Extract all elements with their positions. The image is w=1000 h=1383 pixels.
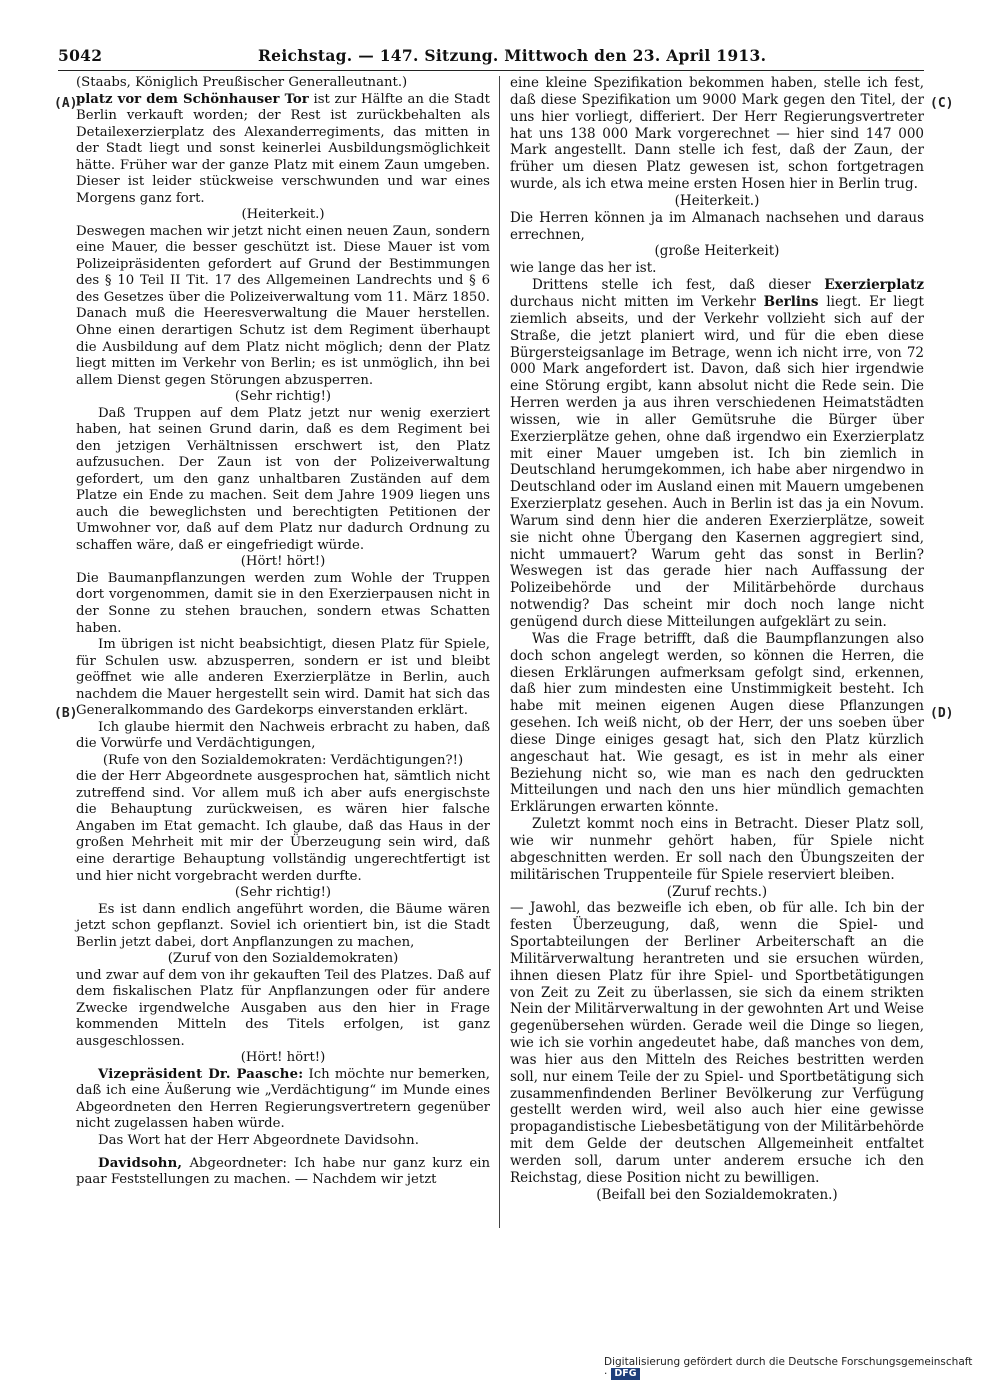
paragraph-text: Ich möchte nur bemerken, daß ich eine Äußerung wie „Verdächtigung“ im Munde eines Abgeordneten den Herren Regierungsvertretern gegenüber nicht zugelassen haben würde.	[76, 1066, 490, 1132]
speaker-note: (Staabs, Königlich Preußischer Generalleutnant.)	[76, 75, 408, 90]
interjection: (große Heiterkeit)	[654, 243, 780, 260]
paragraph-text: liegt. Er liegt ziemlich abseits, und der Verkehr vollzieht sich auf der Straße, die jetzt planiert wird, und für die eben diese Bürgersteigsanlage im Betrage, wenn ich nicht irre, von 72 000 Mark angefordert ist. Davon, daß sich hier irgendwie eine Störung ergibt, kann absolut nicht die Rede sein. Die Herren werden ja aus ihren verschiedenen Heimatstädten wissen, wie in aller Gemütsruhe die Bürger über Exerzierplätze gehen, ohne daß irgendwo ein Exerzierplatz mit einer Mauer umgeben ist. Ich bin ziemlich in Deutschland herumgekommen, ich habe aber nirgendwo in Deutschland oder im Ausland einen mit Mauern umgebenen Exerzierplatz gesehen. Auch in Berlin ist das ja ein Novum. Warum sind denn hier die anderen Exerzierplätze, soweit sie nicht ohne Übergang den Kasernen aggregiert sind, nicht ummauert? Warum geht das sonst in Berlin? Weswegen ist das gerade hier nach Auffassung der Polizeibehörde und der Militärbehörde durchaus notwendig? Das scheint mir doch noch lange nicht genügend durch diese Mitteilungen aufgeklärt zu sein.	[510, 293, 924, 630]
margin-mark-b: (B)	[54, 706, 78, 721]
paragraph: Was die Frage betrifft, daß die Baumpflanzungen also doch schon angelegt werden, so können die Herren, die diesen Erklärungen aufmerksam gefolgt sind, erkennen, daß hier zum mindesten eine Unstimmigkeit besteht. Ich habe mit meinen eigenen Augen diese Pflanzungen gesehen. Ich weiß nicht, ob der Herr, der uns soeben über diese Dinge einiges gesagt hat, sich den Platz kürzlich angeschaut hat. Wie gesagt, es ist in mehr als einer Beziehung nicht so, wie man es nach den gedruckten Mitteilungen und nach den uns hier mündlich gemachten Erklärungen erwarten könnte.	[510, 630, 924, 816]
paragraph: Das Wort hat der Herr Abgeordnete Davidsohn.	[98, 1133, 419, 1148]
paragraph-text: Drittens stelle ich fest, daß dieser	[532, 277, 825, 294]
right-column	[510, 75, 924, 1204]
paragraph	[76, 1156, 490, 1189]
margin-mark-c: (C)	[930, 96, 954, 111]
margin-mark-d: (D)	[930, 706, 954, 721]
dfg-logo: DFG	[611, 1368, 639, 1380]
left-column	[76, 75, 490, 1189]
interjection: (Beifall bei den Sozialdemokraten.)	[596, 1186, 838, 1203]
paragraph: und zwar auf dem von ihr gekauften Teil des Platzes. Daß auf dem fiskalischen Platz für Anpflanzungen oder für andere Zwecke irgendwelche Ausgaben aus den hier in Frage kommenden Mitteln des Titels erfolgen, ist ganz ausgeschlossen.	[76, 967, 490, 1049]
column-divider	[499, 76, 500, 1228]
interjection: (Sehr richtig!)	[234, 885, 332, 901]
paragraph: Daß Truppen auf dem Platz jetzt nur wenig exerziert haben, hat seinen Grund darin, daß es dem Regiment bei den jetzigen Verhältnissen erschwert ist, den Platz aufzusuchen. Der Zaun ist von der Polizeiverwaltung gefordert, um den ganz unhaltbaren Zuständen auf dem Platze ein Ende zu machen. Seit dem Jahre 1909 liegen uns auch die beweglichsten und berechtigten Petitionen der Umwohner vor, daß auf dem Platz nur dadurch Ordnung zu schaffen wäre, daß er eingefriedigt würde.	[76, 405, 490, 553]
interjection: (Zuruf rechts.)	[666, 883, 768, 900]
speaker-name: Vizepräsident Dr. Paasche:	[98, 1066, 304, 1082]
paragraph: Die Baumanpflanzungen werden zum Wohle der Truppen dort vorgenommen, damit sie in den Exerzierpausen nicht in der Sonne zu stehen brauchen, sondern etwas Schatten haben.	[76, 570, 490, 636]
interjection: (Rufe von den Sozialdemokraten: Verdächtigungen?!)	[102, 752, 464, 768]
emphasis: Berlins	[763, 293, 819, 310]
paragraph: Zuletzt kommt noch eins in Betracht. Dieser Platz soll, wie wir nunmehr gehört haben, für Spiele nicht abgeschnitten werden. Er soll nach den Übungszeiten der militärischen Truppenteile für Spiele reserviert bleiben.	[510, 816, 924, 883]
paragraph	[76, 1067, 490, 1133]
paragraph-text: durchaus nicht mitten im Verkehr	[510, 293, 764, 310]
speaker-name: Davidsohn,	[98, 1155, 183, 1171]
page-number: 5042	[58, 46, 103, 65]
interjection: (Heiterkeit.)	[674, 192, 760, 209]
footer-text: Digitalisierung gefördert durch die Deutsche Forschungsgemeinschaft ·	[604, 1356, 973, 1380]
interjection: (Hört! hört!)	[240, 1050, 326, 1066]
page-header	[58, 44, 924, 70]
header-rule	[58, 70, 924, 71]
interjection: (Sehr richtig!)	[234, 389, 332, 405]
paragraph: wie lange das her ist.	[510, 260, 657, 277]
paragraph	[76, 92, 490, 208]
paragraph: eine kleine Spezifikation bekommen haben, stelle ich fest, daß diese Spezifikation um 9000 Mark gegen den Titel, der uns hier vorliegt, differiert. Der Herr Regierungsvertreter hat uns 138 000 Mark vorgerechnet — hier sind 147 000 Mark angestellt. Dann stelle ich fest, daß der Zaun, der früher um diesen Platz gewesen ist, schon fortgetragen wurde, als ich etwa meine ersten Hosen hier in Berlin trug.	[510, 75, 924, 193]
interjection: (Heiterkeit.)	[241, 207, 325, 223]
paragraph: Die Herren können ja im Almanach nachsehen und daraus errechnen,	[510, 209, 924, 243]
paragraph-text: Abgeordneter: Ich habe nur ganz kurz ein paar Feststellungen zu machen. — Nachdem wir jetzt	[76, 1155, 490, 1188]
paragraph: Es ist dann endlich angeführt worden, die Bäume wären jetzt schon gepflanzt. Soviel ich orientiert bin, ist die Stadt Berlin jetzt dabei, dort Anpflanzungen zu machen,	[76, 901, 490, 950]
paragraph: die der Herr Abgeordnete ausgesprochen hat, sämtlich nicht zutreffend sind. Vor allem muß ich aber aufs energischste die Behauptung zurückweisen, es wären hier falsche Angaben im Etat gemacht. Ich glaube, daß das Haus in der großen Mehrheit mit mir der Überzeugung sein wird, daß eine derartige Behauptung vollständig ungerechtfertigt ist und hier nicht vorgebracht werden durfte.	[76, 769, 490, 884]
emphasis: platz vor dem Schönhauser Tor	[76, 91, 309, 107]
digitization-footer	[604, 1356, 976, 1380]
margin-mark-a: (A)	[54, 96, 78, 111]
paragraph: — Jawohl, das bezweifle ich eben, ob für alle. Ich bin der festen Überzeugung, daß, wenn die Spiel- und Sportabteilungen der Berliner Arbeiterschaft an die Militärverwaltung herantreten und sie ersuchen würden, ihnen diesen Platz für ihre Spiel- und Sportbetätigungen von Zeit zu Zeit zu überlassen, sie sich da einem strikten Nein der Militärverwaltung in der gewohnten Art und Weise gegenübersehen würden. Gerade weil die Dinge so liegen, wie ich sie vorhin angedeutet habe, daß manches von dem, was hier aus den Mitteln des Reiches bestritten werden soll, nur einem Teile der zu Spiel- und Sportbetätigung sich zusammenfindenden Berliner Bevölkerung zur Verfügung gestellt werden wird, weil also auch hier eine gewisse propagandistische Liebesbetätigung von der Militärbehörde mit dem Gelde der deutschen Allgemeinheit entfaltet werden soll, darum unter anderem ersuche ich den Reichstag, diese Position nicht zu bewilligen.	[510, 900, 924, 1186]
paragraph	[510, 277, 924, 631]
interjection: (Zuruf von den Sozialdemokraten)	[167, 951, 399, 967]
paragraph-text: ist zur Hälfte an die Stadt Berlin verkauft worden; der Rest ist zurückbehalten als Detailexerzierplatz des Alexanderregiments, das mitten in der Stadt liegt und sonst keinerlei Ausbildungsmöglichkeit hätte. Früher war der ganze Platz mit einem Zaun umgeben. Dieser ist leider stückweise verschwunden und war eines Morgens ganz fort.	[76, 91, 490, 206]
emphasis: Exerzierplatz	[824, 277, 924, 294]
running-title: Reichstag. — 147. Sitzung. Mittwoch den 23. April 1913.	[258, 46, 767, 65]
paragraph: Deswegen machen wir jetzt nicht einen neuen Zaun, sondern eine Mauer, die besser geschützt ist. Diese Mauer ist vom Polizeipräsidenten gefordert auf Grund der Bestimmungen des § 10 Teil II Tit. 17 des Allgemeinen Landrechts und § 6 des Gesetzes über die Polizeiverwaltung vom 11. März 1850. Danach muß die Heeresverwaltung die Mauer herstellen. Ohne einen derartigen Schutz ist dem Regiment überhaupt die Ausbildung auf dem Platz nicht möglich; denn der Platz liegt mitten im Verkehr von Berlin; es ist unmöglich, ihn bei allem Dienst gegen Störungen abzusperren.	[76, 223, 490, 388]
paragraph: Im übrigen ist nicht beabsichtigt, diesen Platz für Spiele, für Schulen usw. abzusperren, sondern er ist und bleibt geöffnet wie alle anderen Exerzierplätze in Berlin, auch nachdem die Mauer hergestellt sein wird. Damit hat sich das Generalkommando des Gardekorps einverstanden erklärt.	[76, 637, 490, 719]
interjection: (Hört! hört!)	[240, 554, 326, 570]
paragraph: Ich glaube hiermit den Nachweis erbracht zu haben, daß die Vorwürfe und Verdächtigungen,	[76, 719, 490, 752]
